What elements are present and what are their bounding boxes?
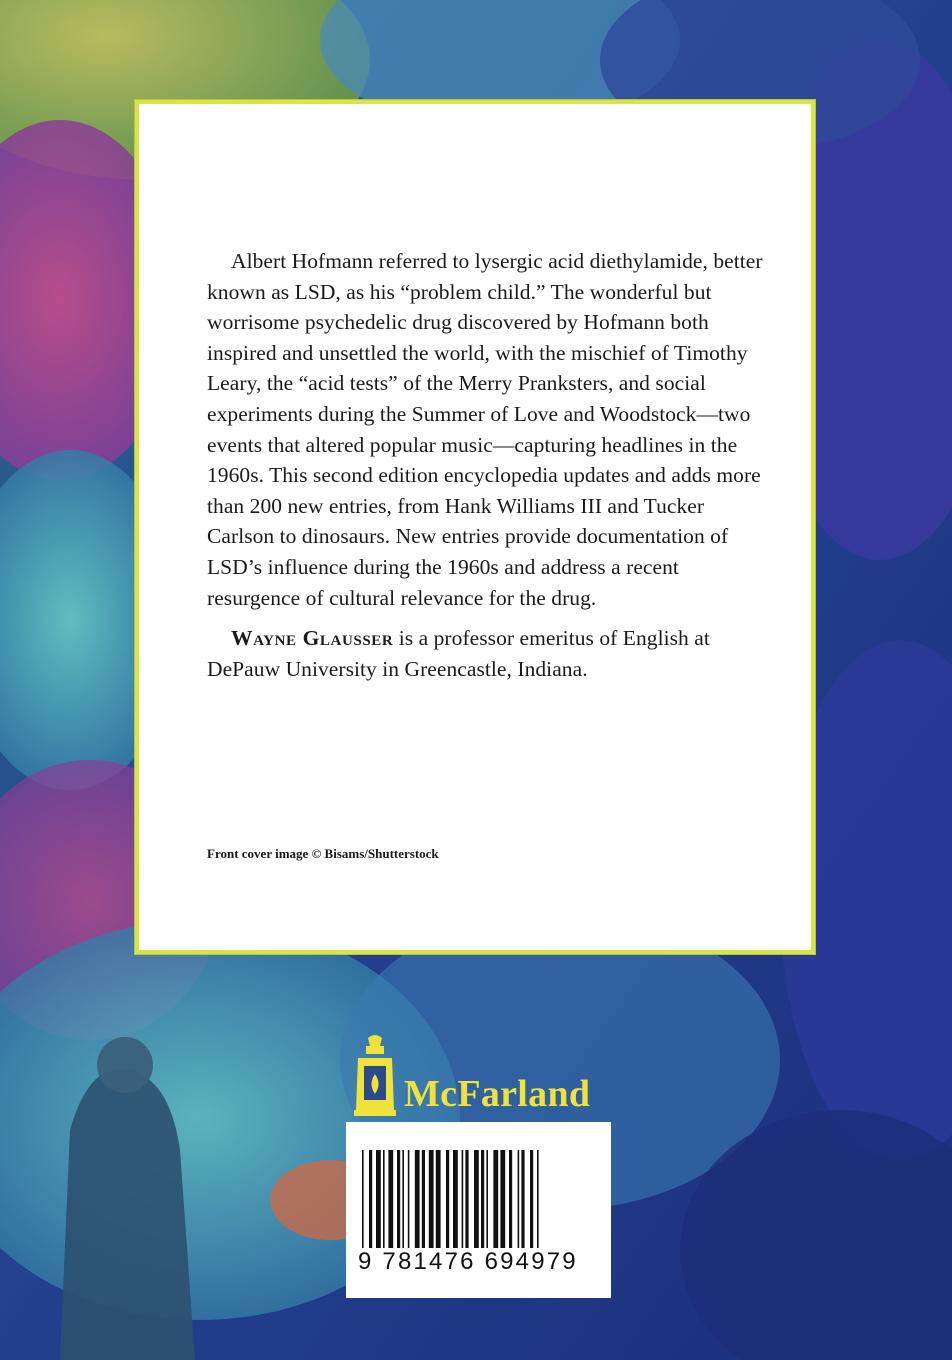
publisher-name: McFarland (404, 1073, 591, 1115)
barcode-bars (360, 1150, 597, 1248)
author-name: Wayne Glausser (231, 626, 394, 651)
blurb-text (207, 246, 767, 684)
author-paragraph (207, 623, 767, 684)
blurb-paragraph: Albert Hofmann referred to lysergic acid diethylamide, better known as LSD, as his “problem child.” The wonderful but worrisome psychedelic drug discovered by Hofmann both inspired and unsettled the world, with the mischief of Timothy Leary, the “acid tests” of the Merry Pranksters, and social experiments during the Summer of Love and Woodstock—two events that altered popular music—capturing headlines in the 1960s. This second edition encyclopedia updates and adds more than 200 new entries, from Hank Williams III and Tucker Carlson to dinosaurs. New entries provide documentation of LSD’s influence during the 1960s and address a recent resurgence of cultural relevance for the drug. (207, 249, 763, 610)
blurb-panel (135, 100, 815, 954)
cover-image-credit: Front cover image © Bisams/Shutterstock (207, 846, 439, 861)
author-bio: is a professor emeritus of English at DePauw University in Greencastle, Indiana. (207, 626, 710, 681)
publisher-logo-block (350, 1034, 610, 1118)
isbn-barcode (346, 1122, 611, 1298)
lantern-icon (350, 1034, 400, 1118)
isbn-number: 9 781476 694979 (358, 1248, 578, 1275)
